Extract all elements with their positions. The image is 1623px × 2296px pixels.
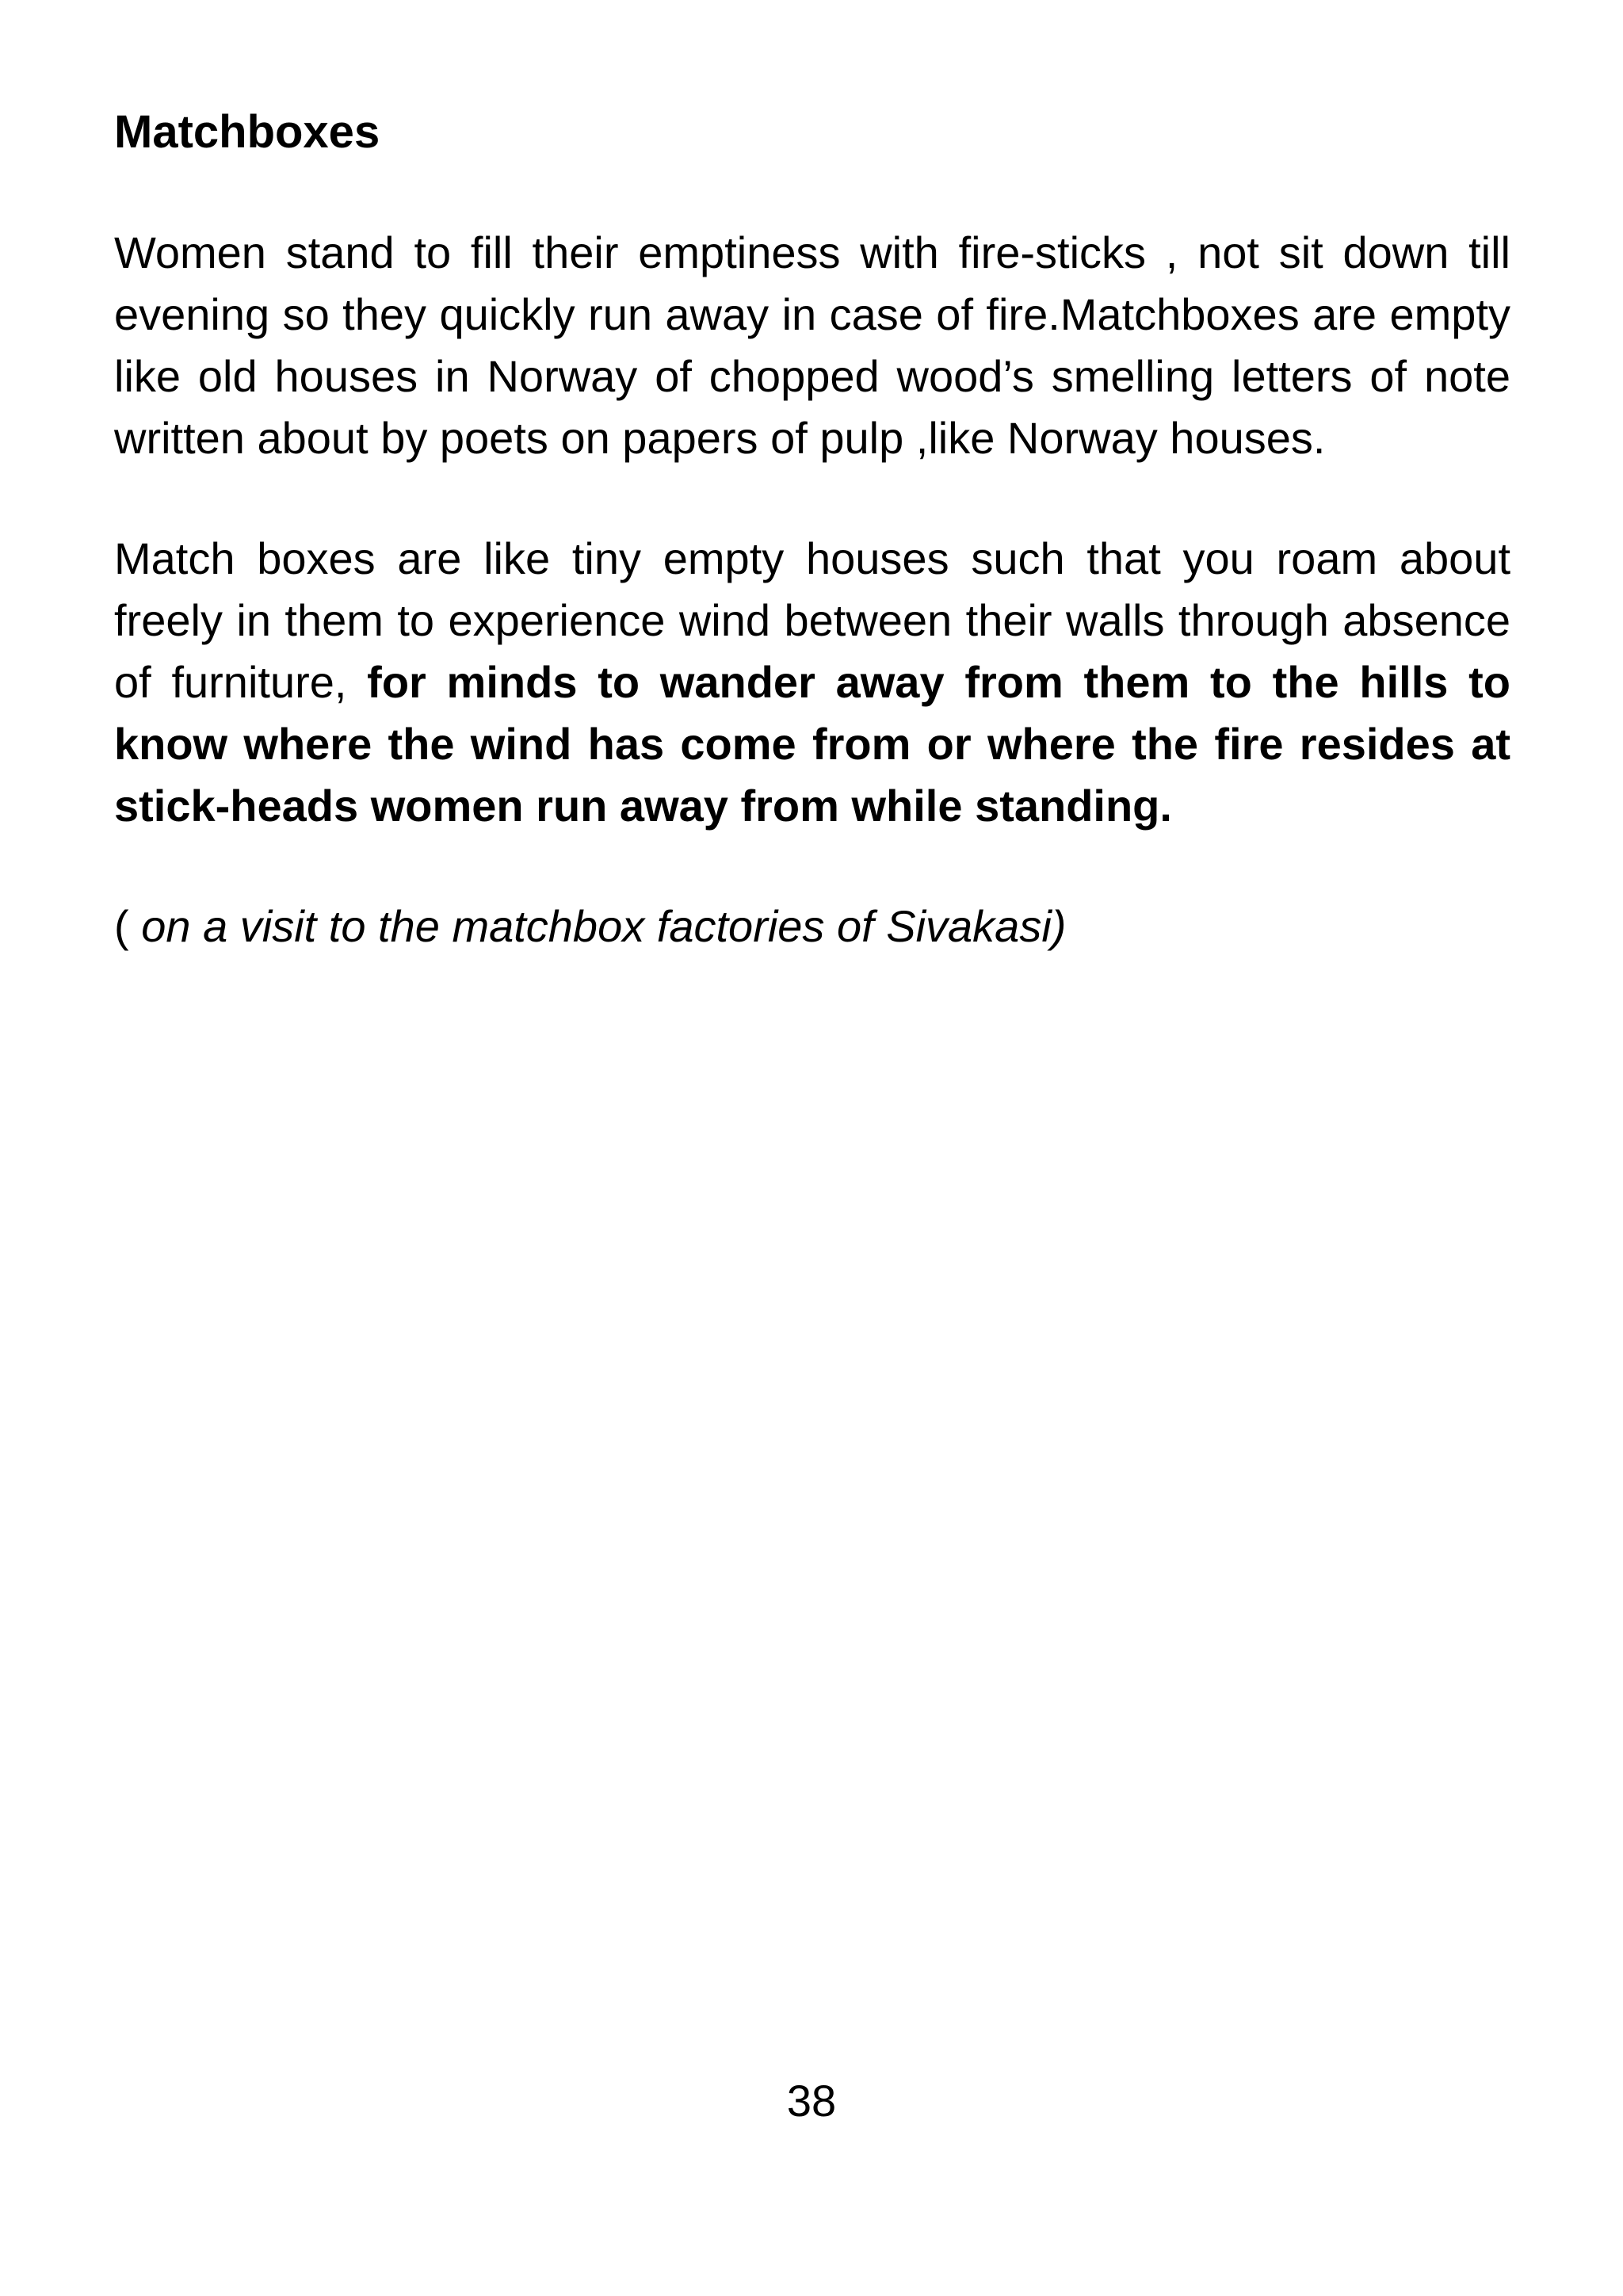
footnote-location [114, 896, 1510, 957]
page-title: Matchboxes [114, 106, 380, 158]
paragraph-2 [114, 528, 1510, 837]
page-number: 38 [786, 2076, 837, 2126]
note-open-paren: ( [114, 901, 142, 951]
paragraph-2-regular: Match boxes are like tiny empty houses such that you roam about freely in them to experience wind between their walls through absence of furniture, [114, 533, 1510, 707]
page-content [114, 101, 1510, 957]
paragraph-2-bold: for minds to wander away from them to the hills to know where the wind has come from or where the fire resides at stick-heads women run away from while standing. [114, 657, 1510, 831]
note-text: on a visit to the matchbox factories of Sivakasi) [141, 901, 1067, 951]
paragraph-1: Women stand to fill their emptiness with fire-sticks , not sit down till evening so they quickly run away in case of fire.Matchboxes are empty like old houses in Norway of chopped wood’s smelling letters of note written about by poets on papers of pulp ,like Norway houses. [114, 227, 1510, 463]
